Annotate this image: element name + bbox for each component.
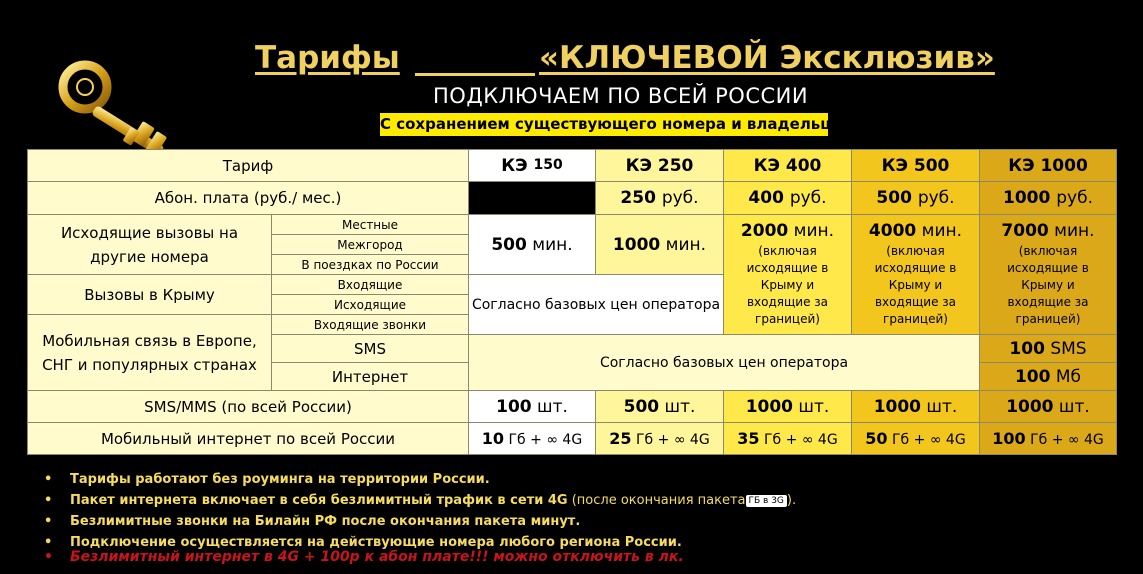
sub-intercity: Межгород [272, 235, 469, 255]
plan-sms-3: 1000 шт. [724, 391, 852, 423]
note-item: • Тарифы работают без роуминга на территории России. [44, 469, 796, 490]
page-title [255, 40, 995, 76]
vip-sms: 100 SMS [980, 335, 1117, 363]
plan-net-4: 50 Гб + ∞ 4G [852, 423, 980, 455]
sub-travel: В поездках по России [272, 255, 469, 275]
bullet-icon: • [44, 535, 53, 550]
plan-sms-1: 100 шт. [469, 391, 596, 423]
note-item: • Подключение осуществляется на действующие номера любого региона России. [44, 532, 796, 553]
base-price-crimea: Согласно базовых цен оператора [469, 275, 724, 335]
title-gap [415, 43, 535, 76]
row-label-outgoing: Исходящие вызовы на другие номера [28, 215, 272, 275]
sub-crimea-out: Исходящие [272, 295, 469, 315]
row-label-crimea: Вызовы в Крыму [28, 275, 272, 315]
plan-sms-4: 1000 шт. [852, 391, 980, 423]
plan-net-1: 10 Гб + ∞ 4G [469, 423, 596, 455]
plan-net-5: 100 Гб + ∞ 4G [980, 423, 1117, 455]
notes-list [44, 469, 796, 553]
plan-sms-5: 1000 шт. [980, 391, 1117, 423]
title-part2: «КЛЮЧЕВОЙ Эксклюзив» [539, 40, 995, 76]
row-label-sms: SMS/MMS (по всей России) [28, 391, 469, 423]
subtitle: ПОДКЛЮЧАЕМ ПО ВСЕЙ РОССИИ [433, 84, 809, 108]
red-note: • Безлимитный интернет в 4G + 100р к абон плате!!! можно отключить в лк. [44, 549, 684, 565]
base-price-roaming: Согласно базовых цен оператора [469, 335, 980, 391]
plan-minutes-5: 7000 мин. (включая исходящие в Крыму и входящие за границей) [980, 215, 1117, 335]
plan-header-1: КЭ 150 [469, 150, 596, 182]
row-label-internet: Мобильный интернет по всей России [28, 423, 469, 455]
sub-crimea-in: Входящие [272, 275, 469, 295]
vip-internet: 100 Мб [980, 363, 1117, 391]
row-label-roaming: Мобильная связь в Европе, СНГ и популярных странах [28, 315, 272, 391]
bullet-icon: • [44, 549, 53, 565]
note-item: • Безлимитные звонки на Билайн РФ после окончания пакета минут. [44, 511, 796, 532]
row-label-tariff: Тариф [28, 150, 469, 182]
bullet-icon: • [44, 493, 53, 508]
bullet-icon: • [44, 472, 53, 487]
plan-header-5: КЭ 1000 [980, 150, 1117, 182]
plan-fee-2: 250 руб. [596, 182, 724, 215]
plan-minutes-4: 4000 мин. (включая исходящие в Крыму и входящие за границей) [852, 215, 980, 335]
plan-minutes-1: 500 мин. [469, 215, 596, 275]
bullet-icon: • [44, 514, 53, 529]
title-part1: Тарифы [255, 40, 400, 76]
sub-roaming-calls: Входящие звонки [272, 315, 469, 335]
row-label-fee: Абон. плата (руб./ мес.) [28, 182, 469, 215]
highlight-banner: С сохранением существующего номера и владельца [380, 113, 828, 136]
tariff-table [27, 149, 1117, 455]
sub-roaming-internet: Интернет [272, 363, 469, 391]
plan-fee-4: 500 руб. [852, 182, 980, 215]
plan-fee-3: 400 руб. [724, 182, 852, 215]
plan-fee-5: 1000 руб. [980, 182, 1117, 215]
sub-local: Местные [272, 215, 469, 235]
plan-fee-1: 150 руб, [469, 182, 596, 215]
plan-sms-2: 500 шт. [596, 391, 724, 423]
plan-header-2: КЭ 250 [596, 150, 724, 182]
plan-header-4: КЭ 500 [852, 150, 980, 182]
gb-3g-badge: ГБ в 3G [746, 495, 787, 507]
sub-roaming-sms: SMS [272, 335, 469, 363]
plan-minutes-2: 1000 мин. [596, 215, 724, 275]
plan-header-3: КЭ 400 [724, 150, 852, 182]
note-item: • Пакет интернета включает в себя безлимитный трафик в сети 4G (после окончания пакета ГБ в 3G ). [44, 490, 796, 511]
plan-net-3: 35 Гб + ∞ 4G [724, 423, 852, 455]
plan-net-2: 25 Гб + ∞ 4G [596, 423, 724, 455]
plan-minutes-3: 2000 мин. (включая исходящие в Крыму и входящие за границей) [724, 215, 852, 335]
